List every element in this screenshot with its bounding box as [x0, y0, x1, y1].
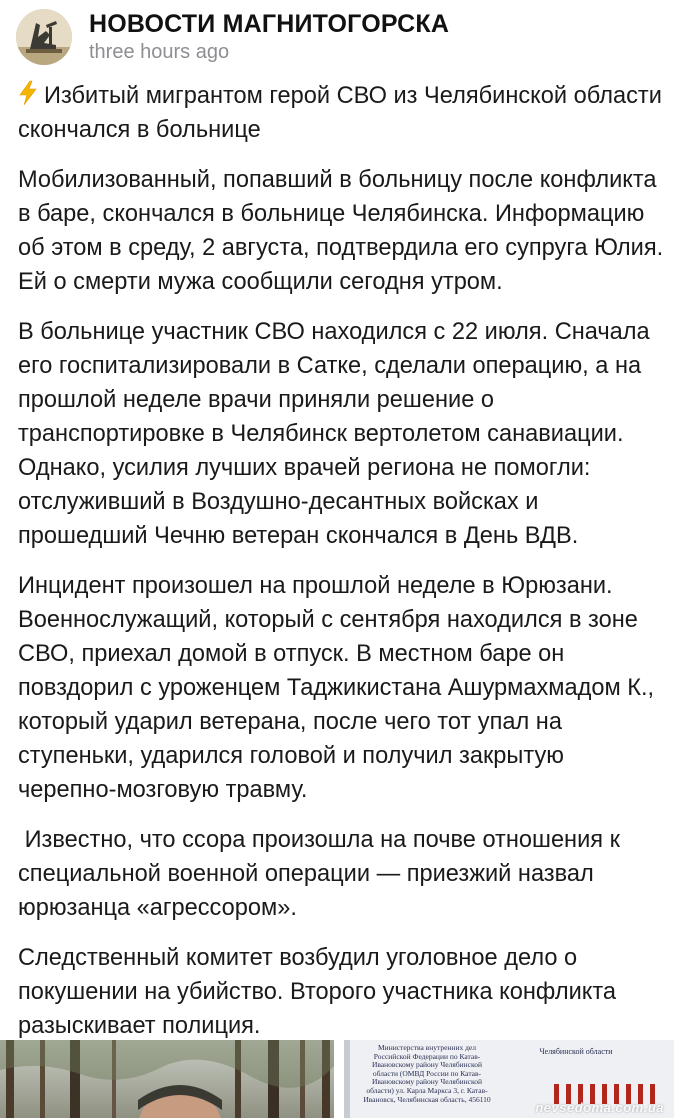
- post-paragraph: Инцидент произошел на прошлой неделе в Юрюзани. Военнослужащий, который с сентября находился в зоне СВО, приехал домой в отпуск. В местном баре он повздорил с уроженцем Таджикистана Ашурмахмадом К., который ударил ветерана, после чего тот упал на ступеньки, ударился головой и получил закрытую черепно-мозговую травму.: [18, 573, 655, 803]
- monument-logo-icon: [16, 9, 72, 65]
- forest-portrait-image: [0, 1040, 334, 1118]
- post-photo-soldier[interactable]: [0, 1040, 334, 1118]
- post-paragraph: Мобилизованный, попавший в больницу после конфликта в баре, скончался в больнице Челябинска. Информацию об этом в среду, 2 августа, подтвердила его супруга Юлия. Ей о смерти мужа сообщили сегодня утром.: [18, 167, 664, 295]
- post-photo-document[interactable]: [344, 1040, 674, 1118]
- document-stamp-text: Министерства внутренних дел Российской Федерации по Катав-Ивановскому району Челябинской области (ОМВД России по Катав-Ивановскому району Челябинской области) ул. Карла Маркса 3, г. Катав-Ивановск, Челябинская область, 456110: [363, 1043, 491, 1104]
- watermark: nevsedoma.com.ua: [535, 1100, 664, 1115]
- document-header-text: Челябинской области: [539, 1047, 613, 1056]
- channel-name[interactable]: НОВОСТИ МАГНИТОГОРСКА: [89, 10, 450, 38]
- post-paragraph: Известно, что ссора произошла на почве отношения к специальной военной операции — приезжий назвал юрюзанца «агрессором».: [18, 827, 627, 921]
- channel-avatar[interactable]: [16, 9, 72, 65]
- post-header: [0, 0, 674, 76]
- post-headline: [18, 79, 668, 147]
- post-timestamp: three hours ago: [89, 41, 230, 63]
- post-paragraph: Следственный комитет возбудил уголовное дело о покушении на убийство. Второго участника конфликта разыскивает полиция.: [18, 945, 617, 1039]
- lightning-bolt-icon: [18, 80, 38, 106]
- post-text: [18, 79, 668, 1059]
- post-paragraph: В больнице участник СВО находился с 22 июля. Сначала его госпитализировали в Сатке, сделали операцию, а на прошлой неделе врачи приняли решение о транспортировке в Челябинск вертолетом санавиации. Однако, усилия лучших врачей региона не помогли: отслуживший в Воздушно-десантных войсках и прошедший Чечню ветеран скончался в День ВДВ.: [18, 319, 650, 549]
- headline-text: Избитый мигрантом герой СВО из Челябинской области скончался в больнице: [18, 83, 662, 143]
